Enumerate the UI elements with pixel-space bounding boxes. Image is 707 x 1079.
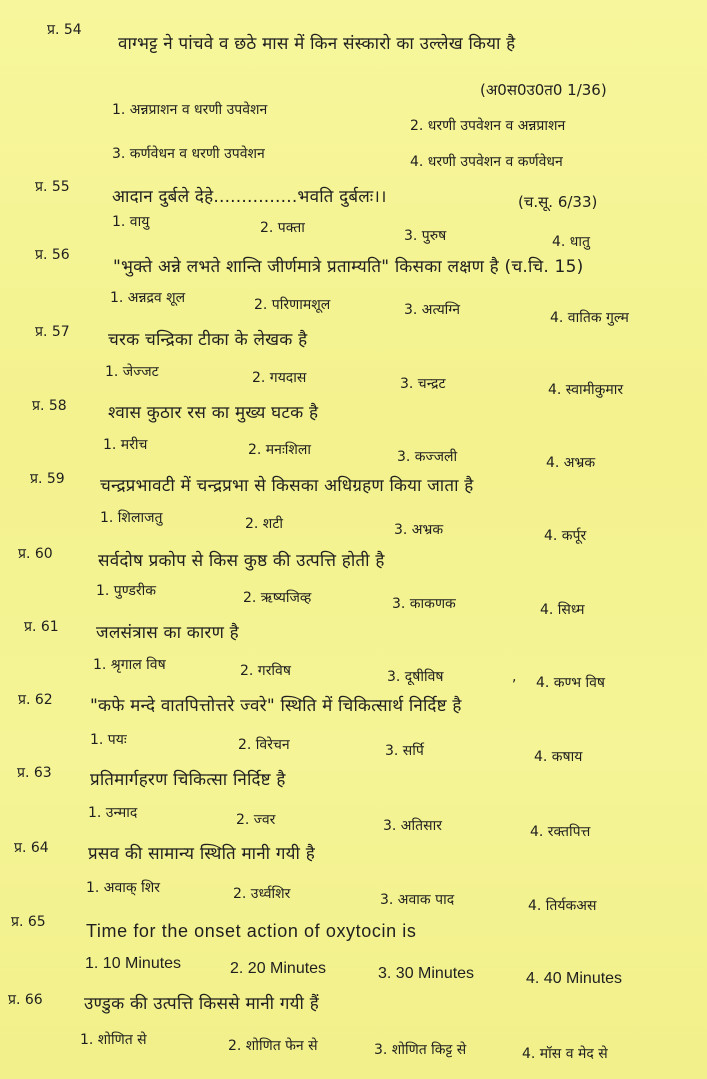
question-text: सर्वदोष प्रकोप से किस कुष्ठ की उत्पत्ति होती है [98,551,385,571]
option-4: 4. कषाय [534,749,583,765]
option-4: 4. वातिक गुल्म [550,310,629,326]
option-1: 1. 10 Minutes [85,955,182,972]
option-4: 4. स्वामीकुमार [548,382,624,398]
option-1: 1. शोणित से [80,1032,147,1048]
option-1: 1. पुण्डरीक [96,583,157,599]
option-1: 1. वायु [112,214,150,230]
option-2: 2. उर्ध्वशिर [233,886,291,902]
option-4: 4. धातु [552,234,591,250]
question-text: चन्द्रप्रभावटी में चन्द्रप्रभा से किसका अधिग्रहण किया जाता है [100,476,474,496]
option-3: 3. दूषीविष [387,669,444,685]
option-4: 4. कर्पूर [544,528,587,544]
option-2: 2. गयदास [252,370,307,386]
option-4: 4. 40 Minutes [526,970,623,987]
question-text: उण्डुक की उत्पत्ति किससे मानी गयी हैं [84,994,319,1014]
question-number: प्र. 60 [18,546,53,562]
question-text: जलसंत्रास का कारण है [96,623,239,643]
question-text: "भुक्ते अन्ने लभते शान्ति जीर्णमात्रे प्रताम्यति" किसका लक्षण है (च.चि. 15) [113,257,584,277]
question-text: प्रसव की सामान्य स्थिति मानी गयी है [88,844,315,864]
option-3: 3. शोणित किट्ट से [374,1042,467,1058]
option-2: 2. ज्वर [236,812,276,828]
option-3: 3. काकणक [392,596,456,612]
option-2: 2. ऋष्यजिव्ह [243,590,312,606]
option-4: 4. कण्भ विष [536,675,606,691]
question-text: वाग्भट्ट ने पांचवे व छठे मास में किन संस्कारो का उल्लेख किया है [118,34,516,54]
option-1: 1. जेज्जट [105,364,159,380]
option-3: 3. अत्यग्नि [404,302,461,318]
option-3: 3. सर्पि [385,743,424,759]
option-2: 2. मनःशिला [248,442,312,458]
option-2: 2. 20 Minutes [230,960,327,977]
question-text: "कफे मन्दे वातपित्तोत्तरे ज्वरे" स्थिति में चिकित्सार्थ निर्दिष्ट है [90,696,462,716]
option-4: 4. तिर्यकअस [528,898,597,914]
stray-mark: , [512,669,517,685]
question-number: प्र. 56 [35,247,70,263]
question-reference: (अ0स0उ0त0 1/36) [480,81,607,99]
question-number: प्र. 63 [17,765,52,781]
option-1: 1. उन्माद [88,805,138,821]
question-reference: (च.सू. 6/33) [518,193,598,211]
option-2: 2. शोणित फेन से [228,1038,318,1054]
option-3: 3. अवाक पाद [380,892,455,908]
option-2: 2. विरेचन [238,737,290,753]
option-1: 1. अन्नप्राशन व धरणी उपवेशन [112,102,268,118]
question-number: प्र. 61 [24,619,59,635]
option-3: 3. अभ्रक [394,522,444,538]
option-1: 1. शिलाजतु [100,510,163,526]
question-number: प्र. 55 [35,179,70,195]
question-text: प्रतिमार्गहरण चिकित्सा निर्दिष्ट है [90,770,286,790]
question-number: प्र. 64 [14,840,49,856]
question-number: प्र. 54 [47,22,82,38]
option-2: 2. गरविष [240,663,291,679]
question-number: प्र. 62 [18,692,53,708]
question-text: Time for the onset action of oxytocin is [86,921,417,941]
question-text: आदान दुर्बले देहे...............भवति दुर्बलः।। [112,187,387,207]
option-4: 4. सिध्म [540,602,585,618]
option-3: 3. अतिसार [383,818,442,834]
option-4: 4. धरणी उपवेशन व कर्णवेधन [410,154,563,170]
option-2: 2. धरणी उपवेशन व अन्नप्राशन [410,118,566,134]
option-1: 1. अवाक् शिर [86,880,160,896]
option-1: 1. मरीच [103,437,148,453]
option-1: 1. अन्नद्रव शूल [110,290,186,306]
option-4: 4. रक्तपित्त [530,824,591,840]
question-number: प्र. 65 [11,914,46,930]
option-3: 3. कज्जली [397,449,458,465]
question-number: प्र. 57 [35,324,70,340]
question-text: चरक चन्द्रिका टीका के लेखक है [108,330,308,350]
option-3: 3. पुरुष [404,228,447,244]
option-4: 4. मॉस व मेद से [522,1046,608,1062]
question-number: प्र. 59 [30,471,65,487]
option-2: 2. पक्ता [260,220,305,236]
option-3: 3. चन्द्रट [400,376,446,392]
question-text: श्वास कुठार रस का मुख्य घटक है [108,403,319,423]
question-number: प्र. 58 [32,398,67,414]
option-4: 4. अभ्रक [546,455,596,471]
option-1: 1. पयः [90,732,127,748]
option-1: 1. श्रृगाल विष [93,657,166,673]
option-3: 3. कर्णवेधन व धरणी उपवेशन [112,146,265,162]
question-number: प्र. 66 [8,992,43,1008]
option-2: 2. परिणामशूल [254,297,331,313]
option-3: 3. 30 Minutes [378,965,475,982]
option-2: 2. शटी [245,516,284,532]
